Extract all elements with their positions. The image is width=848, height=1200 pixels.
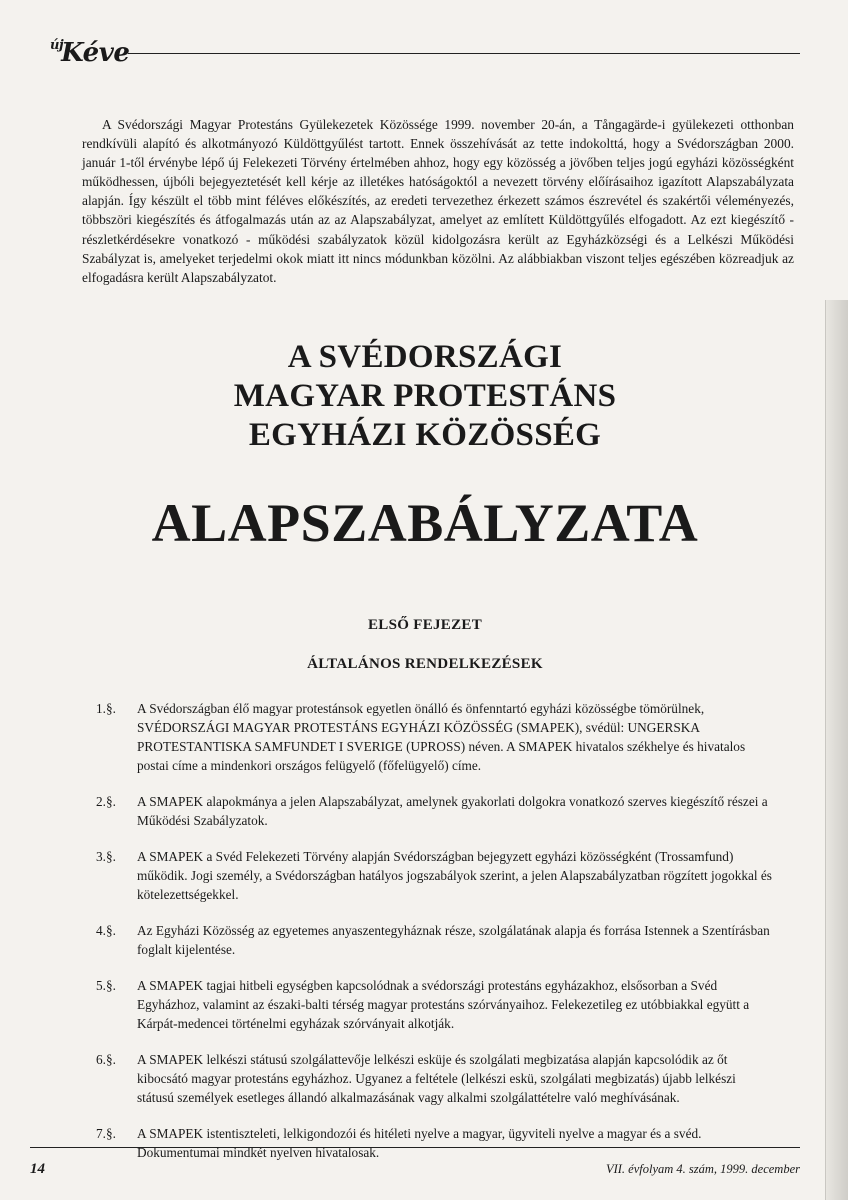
title-line-1: A SVÉDORSZÁGI bbox=[287, 339, 563, 375]
title-line-3: EGYHÁZI KÖZÖSSÉG bbox=[248, 417, 602, 453]
section-text: A SMAPEK lelkészi státusú szolgálattevője lelkészi esküje és szolgálati megbizatása alapján kapcsolódik az őt kibocsátó magyar protestáns egyházhoz. Ugyanez a feltétele (lelkészi eskü, szolgálati megbizatás) újabb lelkészi státusú személyek esetleges állandó alkalmazásának vagy alkalmi szolgálattételre való meghívásának. bbox=[137, 1052, 736, 1105]
header-rule bbox=[128, 53, 800, 54]
issue-info: VII. évfolyam 4. szám, 1999. december bbox=[605, 1162, 800, 1176]
chapter-heading: ELSŐ FEJEZET bbox=[367, 617, 483, 633]
section-number: 4.§. bbox=[96, 923, 116, 938]
section-number: 5.§. bbox=[96, 978, 116, 993]
section-item bbox=[96, 699, 776, 775]
section-item bbox=[96, 1050, 776, 1107]
section-item bbox=[96, 976, 776, 1033]
logo-prefix: új bbox=[50, 38, 64, 53]
section-text: Az Egyházi Közösség az egyetemes anyaszentegyháznak része, szolgálatának alapja és forrása Istennek a Szentírásban foglalt kijelentése. bbox=[137, 923, 770, 957]
magazine-logo bbox=[50, 38, 129, 68]
section-text: A SMAPEK a Svéd Felekezeti Törvény alapján Svédországban bejegyzett egyházi közösségként (Trossamfund) működik. Jogi személy, a Svédországban hatályos jogszabályok szerint, a jelen Alapszabályzatban rögzített jogokkal és kötelezettségekkel. bbox=[137, 849, 772, 902]
document-title bbox=[80, 338, 770, 455]
section-number: 1.§. bbox=[96, 701, 116, 716]
page-edge-shadow bbox=[825, 300, 848, 1200]
page-number: 14 bbox=[30, 1161, 45, 1177]
section-number: 3.§. bbox=[96, 849, 116, 864]
section-item bbox=[96, 847, 776, 904]
title-line-2: MAGYAR PROTESTÁNS bbox=[233, 378, 617, 414]
chapter-subheading: ÁLTALÁNOS RENDELKEZÉSEK bbox=[307, 656, 543, 672]
sections-list bbox=[96, 699, 776, 1179]
intro-paragraph: A Svédországi Magyar Protestáns Gyülekezetek Közössége 1999. november 20-án, a Tångagärde-i gyülekezeti otthonban rendkívüli alapító és alkotmányozó Küldöttgyűlést tartott. Ennek összehívását az tette indokolttá, hogy a Svédországban 2000. január 1-től érvénybe lépő új Felekezeti Törvény értelmében ahhoz, hogy egy közösség a jövőben teljes jogú egyházi közösségként működhessen, újbóli bejegyeztetését kell kérje az illetékes hatóságoktól a nevezett törvény előírásaihoz igazított Alapszabályzata alapján. Így készült el több mint féléves előkészítés, az eredeti tervezethez érkezett számos észrevétel és szakértői véleményezés, többszöri kiegészítés és átfogalmazás után az az Alapszabályzat, amelyet az említett Küldöttgyűlés elfogadott. Az ezt kiegészítő - részletkérdésekre vonatkozó - működési szabályzatok közül kidolgozásra került az Egyházközségi és a Lelkészi Működési Szabályzat is, amelyeket terjedelmi okok miatt itt nincs módunkban közölni. Az alábbiakban viszont teljes egészében közreadjuk az elfogadásra került Alapszabályzatot. bbox=[82, 117, 794, 285]
section-number: 6.§. bbox=[96, 1052, 116, 1067]
section-text: A SMAPEK tagjai hitbeli egységben kapcsolódnak a svédországi protestáns egyházakhoz, elsősorban a Svéd Egyházhoz, valamint az északi-balti térség magyar protestáns szórványaihoz. Felekezetileg ez utóbbiakkal együtt a Kárpát-medencei történelmi egyházak szórványait alkotják. bbox=[137, 978, 750, 1031]
main-title: ALAPSZABÁLYZATA bbox=[151, 493, 699, 553]
section-number: 7.§. bbox=[96, 1126, 116, 1141]
section-item bbox=[96, 1124, 776, 1162]
section-text: A Svédországban élő magyar protestánsok egyetlen önálló és önfenntartó egyházi közösségbe tömörülnek, SVÉDORSZÁGI MAGYAR PROTESTÁNS EGYHÁZI KÖZÖSSÉG (SMAPEK), svédül: UNGERSKA PROTESTANTISKA SAMFUNDET I SVERIGE (UPROSS) néven. A SMAPEK hivatalos székhelye és hivatalos postai címe a mindenkori országos felügyelő (főfelügyelő) címe. bbox=[137, 701, 746, 773]
footer-rule bbox=[30, 1147, 800, 1148]
section-item bbox=[96, 921, 776, 959]
section-item bbox=[96, 792, 776, 830]
logo-text: Kéve bbox=[61, 38, 130, 68]
section-text: A SMAPEK istentiszteleti, lelkigondozói és hitéleti nyelve a magyar, ügyviteli nyelve a magyar és a svéd. Dokumentumai mindkét nyelven hivatalosak. bbox=[137, 1126, 702, 1160]
section-number: 2.§. bbox=[96, 794, 116, 809]
section-text: A SMAPEK alapokmánya a jelen Alapszabályzat, amelynek gyakorlati dolgokra vonatkozó szerves kiegészítő részei a Működési Szabályzatok. bbox=[137, 794, 768, 828]
